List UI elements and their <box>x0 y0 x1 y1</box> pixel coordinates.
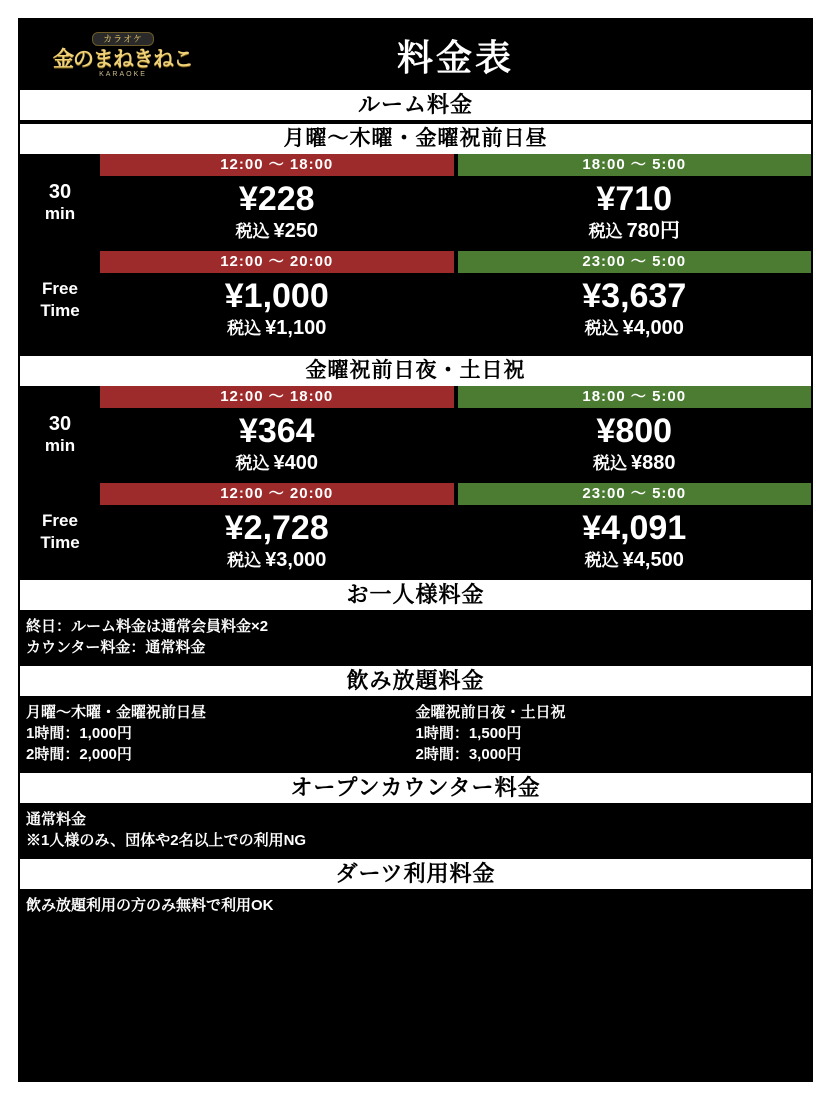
drink-weekday-column <box>26 702 416 765</box>
logo-main-label: 金のまねきねこ <box>53 47 193 71</box>
row-label-line1: Free <box>42 510 78 530</box>
price-main: ¥4,091 <box>582 509 687 547</box>
section-body-counter <box>18 803 813 859</box>
tax-price: ¥400 <box>273 452 318 474</box>
row-label-line1: Free <box>42 278 78 298</box>
price-main: ¥2,728 <box>224 509 329 547</box>
tax-label: 税込 <box>584 551 619 570</box>
price-main: ¥364 <box>238 412 315 450</box>
spacer <box>18 348 813 352</box>
price-tax-included <box>458 450 812 477</box>
time-range-night: 23:00 〜 5:00 <box>458 483 812 505</box>
subsection-title-weekday: 月曜〜木曜・金曜祝前日昼 <box>20 124 811 154</box>
section-title-drink: 飲み放題料金 <box>20 666 811 696</box>
price-cell-day <box>100 273 454 348</box>
price-value-row <box>100 273 811 348</box>
drink-weekend-column <box>416 702 806 765</box>
price-cell-night <box>458 505 812 580</box>
row-label-line2: Time <box>40 532 80 552</box>
price-row-freetime-weekday <box>20 251 811 348</box>
page-title: 料金表 <box>396 36 514 78</box>
price-cells <box>100 251 811 348</box>
logo-bottom-label: KARAOKE <box>99 70 147 78</box>
tax-price: ¥4,500 <box>622 549 684 571</box>
section-title-counter: オープンカウンター料金 <box>20 773 811 803</box>
price-tax-included <box>458 218 812 245</box>
tax-label: 税込 <box>235 222 270 241</box>
subsection-title-weekend: 金曜祝前日夜・土日祝 <box>20 356 811 386</box>
row-label-line2: Time <box>40 300 80 320</box>
tax-price: ¥3,000 <box>265 549 327 571</box>
tax-price: ¥880 <box>631 452 676 474</box>
price-row-30min-weekday <box>20 154 811 251</box>
section-body-darts <box>18 889 813 924</box>
price-cell-day <box>100 408 454 483</box>
price-tax-included <box>100 450 454 477</box>
tax-price: ¥250 <box>273 220 318 242</box>
row-label-freetime-weekend <box>20 483 100 580</box>
darts-line-1: 飲み放題利用の方のみ無料で利用OK <box>26 897 274 914</box>
single-line-1: 終日：ルーム料金は通常会員料金×2 <box>26 618 269 635</box>
price-row-freetime-weekend <box>20 483 811 580</box>
time-range-night: 18:00 〜 5:00 <box>458 154 812 176</box>
counter-line-2: ※1人様のみ、団体や2名以上での利用NG <box>26 832 307 849</box>
price-value-row <box>100 505 811 580</box>
tax-price: 780円 <box>626 220 680 242</box>
section-body-drink <box>18 696 813 773</box>
time-range-day: 12:00 〜 20:00 <box>100 251 454 273</box>
price-cells <box>100 154 811 251</box>
price-row-30min-weekend <box>20 386 811 483</box>
price-cell-day <box>100 505 454 580</box>
price-tax-included <box>100 315 454 342</box>
counter-line-1: 通常料金 <box>26 811 87 828</box>
drink-weekday-head: 月曜〜木曜・金曜祝前日昼 <box>26 704 207 721</box>
time-range-day: 12:00 〜 20:00 <box>100 483 454 505</box>
price-main: ¥800 <box>596 412 673 450</box>
row-label-30min-weekday <box>20 154 100 251</box>
price-cells <box>100 483 811 580</box>
price-value-row <box>100 176 811 251</box>
tax-price: ¥4,000 <box>622 317 684 339</box>
brand-logo <box>28 29 218 81</box>
section-title-darts: ダーツ利用料金 <box>20 859 811 889</box>
row-label-line1: 30 <box>48 412 72 435</box>
price-block-weekday <box>20 154 811 348</box>
price-sheet <box>18 18 813 1082</box>
row-label-30min-weekend <box>20 386 100 483</box>
tax-label: 税込 <box>227 551 262 570</box>
drink-weekend-2h: 2時間：3,000円 <box>415 746 522 763</box>
price-tax-included <box>100 218 454 245</box>
single-line-2: カウンター料金：通常料金 <box>26 639 206 656</box>
section-title-single: お一人様料金 <box>20 580 811 610</box>
price-cell-day <box>100 176 454 251</box>
price-main: ¥710 <box>596 180 673 218</box>
section-body-single <box>18 610 813 666</box>
drink-weekday-2h: 2時間：2,000円 <box>26 746 132 763</box>
price-main: ¥1,000 <box>224 277 329 315</box>
price-block-weekend <box>20 386 811 580</box>
drink-weekend-1h: 1時間：1,500円 <box>415 725 522 742</box>
time-range-night: 18:00 〜 5:00 <box>458 386 812 408</box>
price-main: ¥3,637 <box>582 277 687 315</box>
price-main: ¥228 <box>238 180 315 218</box>
price-cells <box>100 386 811 483</box>
price-value-row <box>100 408 811 483</box>
time-bar-row <box>100 483 811 505</box>
time-bar-row <box>100 154 811 176</box>
tax-label: 税込 <box>588 222 623 241</box>
row-label-line2: min <box>44 435 76 455</box>
row-label-line2: min <box>44 203 76 223</box>
price-cell-night <box>458 176 812 251</box>
time-range-night: 23:00 〜 5:00 <box>458 251 812 273</box>
drink-weekday-1h: 1時間：1,000円 <box>26 725 132 742</box>
price-tax-included <box>458 547 812 574</box>
sheet-header <box>18 18 813 90</box>
tax-label: 税込 <box>593 454 627 473</box>
row-label-freetime-weekday <box>20 251 100 348</box>
time-bar-row <box>100 251 811 273</box>
time-range-day: 12:00 〜 18:00 <box>100 386 454 408</box>
tax-label: 税込 <box>584 319 619 338</box>
logo-top-label: カラオケ <box>92 32 154 46</box>
row-label-line1: 30 <box>48 180 72 203</box>
time-bar-row <box>100 386 811 408</box>
tax-label: 税込 <box>235 454 270 473</box>
time-range-day: 12:00 〜 18:00 <box>100 154 454 176</box>
price-cell-night <box>458 408 812 483</box>
drink-weekend-head: 金曜祝前日夜・土日祝 <box>415 704 566 721</box>
tax-price: ¥1,100 <box>265 317 327 339</box>
tax-label: 税込 <box>227 319 262 338</box>
price-tax-included <box>100 547 454 574</box>
price-cell-night <box>458 273 812 348</box>
section-title-room: ルーム料金 <box>20 90 811 120</box>
price-tax-included <box>458 315 812 342</box>
